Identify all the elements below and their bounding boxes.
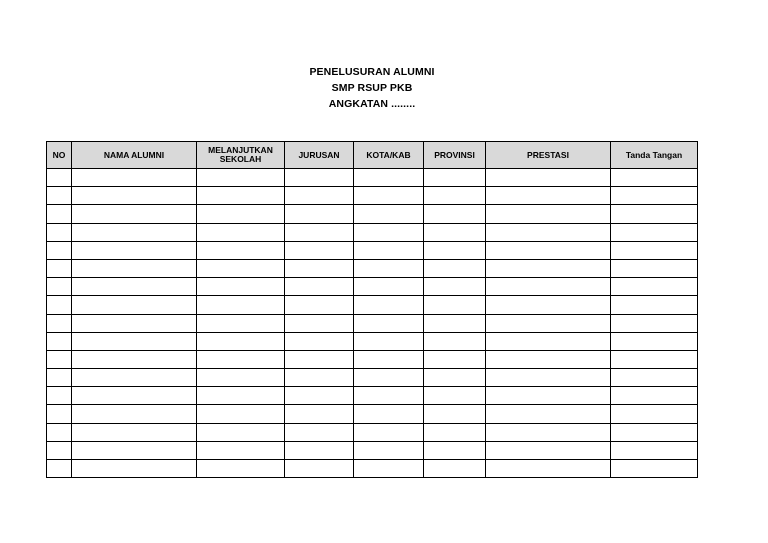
table-cell <box>72 423 197 441</box>
table-cell <box>424 187 486 205</box>
table-cell <box>72 332 197 350</box>
table-cell <box>424 314 486 332</box>
table-cell <box>424 223 486 241</box>
table-cell <box>424 169 486 187</box>
table-cell <box>611 241 698 259</box>
table-row <box>47 223 698 241</box>
table-cell <box>285 205 354 223</box>
table-cell <box>486 405 611 423</box>
table-cell <box>611 332 698 350</box>
table-cell <box>611 259 698 277</box>
table-cell <box>47 405 72 423</box>
table-cell <box>197 369 285 387</box>
table-cell <box>611 314 698 332</box>
table-cell <box>354 169 424 187</box>
table-cell <box>611 423 698 441</box>
table-cell <box>285 332 354 350</box>
table-cell <box>72 223 197 241</box>
table-cell <box>47 241 72 259</box>
table-cell <box>197 350 285 368</box>
table-cell <box>72 441 197 459</box>
table-cell <box>486 441 611 459</box>
table-cell <box>285 223 354 241</box>
table-cell <box>354 332 424 350</box>
table-cell <box>285 278 354 296</box>
table-row <box>47 169 698 187</box>
table-cell <box>354 387 424 405</box>
table-cell <box>486 332 611 350</box>
table-cell <box>197 387 285 405</box>
table-row <box>47 278 698 296</box>
table-cell <box>197 423 285 441</box>
table-cell <box>486 169 611 187</box>
table-body <box>47 169 698 478</box>
table-cell <box>354 423 424 441</box>
table-cell <box>285 187 354 205</box>
table-cell <box>47 259 72 277</box>
table-cell <box>197 332 285 350</box>
table-cell <box>197 460 285 478</box>
table-cell <box>47 278 72 296</box>
table-cell <box>611 296 698 314</box>
table-cell <box>285 169 354 187</box>
table-cell <box>47 460 72 478</box>
table-cell <box>285 241 354 259</box>
table-row <box>47 369 698 387</box>
table-cell <box>47 314 72 332</box>
table-cell <box>47 423 72 441</box>
table-cell <box>197 278 285 296</box>
table-cell <box>285 423 354 441</box>
table-cell <box>611 441 698 459</box>
table-cell <box>197 169 285 187</box>
table-cell <box>354 350 424 368</box>
table-cell <box>424 387 486 405</box>
table-cell <box>197 441 285 459</box>
table-cell <box>486 223 611 241</box>
table-cell <box>285 259 354 277</box>
table-cell <box>197 259 285 277</box>
table-cell <box>486 278 611 296</box>
table-cell <box>47 205 72 223</box>
table-cell <box>197 314 285 332</box>
table-cell <box>47 369 72 387</box>
table-cell <box>72 405 197 423</box>
table-cell <box>197 223 285 241</box>
table-cell <box>486 187 611 205</box>
col-header-kota-kab: KOTA/KAB <box>354 142 424 169</box>
table-cell <box>611 460 698 478</box>
table-cell <box>611 278 698 296</box>
col-header-melanjutkan-sekolah: MELANJUTKAN SEKOLAH <box>197 142 285 169</box>
table-cell <box>424 332 486 350</box>
document-title <box>0 64 744 112</box>
table-cell <box>611 187 698 205</box>
table-cell <box>72 187 197 205</box>
table-cell <box>285 460 354 478</box>
table-cell <box>72 259 197 277</box>
table-cell <box>197 296 285 314</box>
table-row <box>47 441 698 459</box>
table-cell <box>354 278 424 296</box>
table-cell <box>47 169 72 187</box>
table-cell <box>354 296 424 314</box>
table-cell <box>354 369 424 387</box>
table-cell <box>424 296 486 314</box>
table-cell <box>424 369 486 387</box>
table-cell <box>424 241 486 259</box>
table-cell <box>486 259 611 277</box>
table-cell <box>197 187 285 205</box>
col-header-tanda-tangan: Tanda Tangan <box>611 142 698 169</box>
table-row <box>47 187 698 205</box>
table-cell <box>285 387 354 405</box>
table-cell <box>424 350 486 368</box>
table-cell <box>424 205 486 223</box>
table-cell <box>486 387 611 405</box>
table-cell <box>285 405 354 423</box>
table-cell <box>47 387 72 405</box>
table-cell <box>47 332 72 350</box>
table-cell <box>72 314 197 332</box>
table-cell <box>424 278 486 296</box>
col-header-provinsi: PROVINSI <box>424 142 486 169</box>
table-cell <box>285 314 354 332</box>
table-cell <box>285 369 354 387</box>
table-cell <box>424 423 486 441</box>
table-cell <box>486 369 611 387</box>
table-row <box>47 259 698 277</box>
table-cell <box>47 441 72 459</box>
table-cell <box>354 460 424 478</box>
table-cell <box>424 405 486 423</box>
table-cell <box>354 259 424 277</box>
table-row <box>47 296 698 314</box>
table-cell <box>611 205 698 223</box>
table-cell <box>197 241 285 259</box>
table-row <box>47 332 698 350</box>
table-cell <box>354 405 424 423</box>
table-cell <box>354 314 424 332</box>
table-cell <box>72 460 197 478</box>
table-cell <box>486 205 611 223</box>
table-cell <box>72 296 197 314</box>
table-cell <box>611 387 698 405</box>
table-cell <box>354 241 424 259</box>
table-cell <box>486 241 611 259</box>
table-cell <box>611 369 698 387</box>
table-cell <box>424 441 486 459</box>
title-line-3: ANGKATAN ........ <box>328 98 416 110</box>
table-cell <box>47 187 72 205</box>
title-line-2: SMP RSUP PKB <box>331 82 413 94</box>
table-cell <box>285 441 354 459</box>
table-row <box>47 387 698 405</box>
col-header-prestasi: PRESTASI <box>486 142 611 169</box>
table-header-row <box>47 142 698 169</box>
alumni-table <box>46 141 698 478</box>
table-cell <box>611 169 698 187</box>
table-cell <box>611 223 698 241</box>
table-cell <box>486 314 611 332</box>
table-cell <box>47 296 72 314</box>
table-cell <box>72 369 197 387</box>
table-cell <box>611 405 698 423</box>
table-cell <box>72 387 197 405</box>
title-line-1: PENELUSURAN ALUMNI <box>309 66 435 78</box>
table-cell <box>285 350 354 368</box>
table-cell <box>486 350 611 368</box>
table-cell <box>197 205 285 223</box>
table-cell <box>72 350 197 368</box>
table-row <box>47 314 698 332</box>
table-cell <box>72 169 197 187</box>
col-header-jurusan: JURUSAN <box>285 142 354 169</box>
table-cell <box>611 350 698 368</box>
table-cell <box>47 223 72 241</box>
col-header-nama-alumni: NAMA ALUMNI <box>72 142 197 169</box>
table-row <box>47 205 698 223</box>
table-row <box>47 241 698 259</box>
table-cell <box>354 441 424 459</box>
table-cell <box>197 405 285 423</box>
table-cell <box>486 460 611 478</box>
table-cell <box>72 241 197 259</box>
table-cell <box>72 205 197 223</box>
table-row <box>47 460 698 478</box>
table-cell <box>424 460 486 478</box>
table-cell <box>285 296 354 314</box>
table-row <box>47 405 698 423</box>
table-row <box>47 350 698 368</box>
col-header-no: NO <box>47 142 72 169</box>
table-cell <box>486 423 611 441</box>
table-cell <box>486 296 611 314</box>
table-cell <box>354 187 424 205</box>
table-cell <box>424 259 486 277</box>
table-cell <box>354 223 424 241</box>
table-cell <box>72 278 197 296</box>
table-cell <box>47 350 72 368</box>
table-row <box>47 423 698 441</box>
table-cell <box>354 205 424 223</box>
